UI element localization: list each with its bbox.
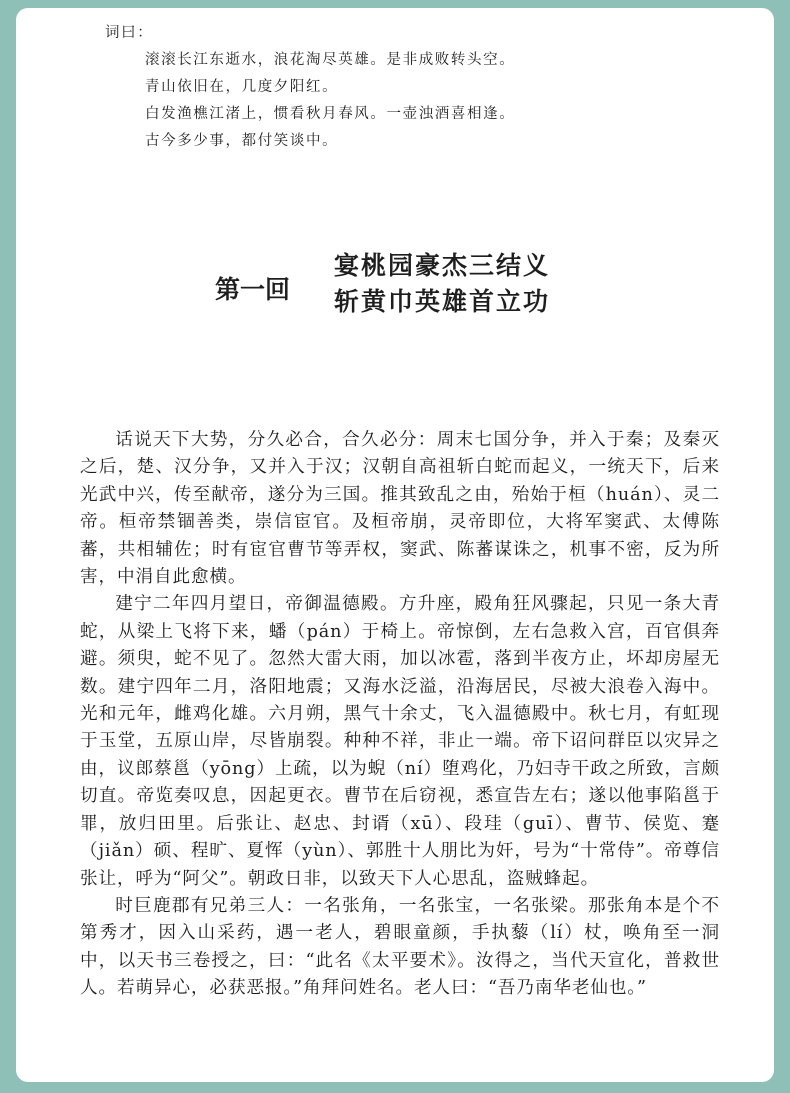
chapter-title-line-2: 斩黄巾英雄首立功 bbox=[334, 287, 551, 316]
poem-line: 滚滚长江东逝水，浪花淘尽英雄。是非成败转头空。 bbox=[145, 52, 516, 68]
body-paragraph: 建宁二年四月望日，帝御温德殿。方升座，殿角狂风骤起，只见一条大青蛇，从梁上飞将下来，蟠（pán）于椅上。帝惊倒，左右急救入宫，百官俱奔避。须臾，蛇不见了。忽然大雷大雨，加以冰雹，落到半夜方止，坏却房屋无数。建宁四年二月，洛阳地震；又海水泛溢，沿海居民，尽被大浪卷入海中。光和元年，雌鸡化雄。六月朔，黑气十余丈，飞入温德殿中。秋七月，有虹现于玉堂，五原山岸，尽皆崩裂。种种不祥，非止一端。帝下诏问群臣以灾异之由，议郎蔡邕（yōng）上疏，以为蜺（ní）堕鸡化，乃妇寺干政之所致，言颇切直。帝览奏叹息，因起更衣。曹节在后窃视，悉宣告左右；遂以他事陷邕于罪，放归田里。后张让、赵忠、封谞（xū）、段珪（guī）、曹节、侯览、蹇（jiǎn）硕、程旷、夏恽（yùn）、郭胜十人朋比为奸，号为“十常侍”。帝尊信张让，呼为“阿父”。朝政日非，以致天下人心思乱，盗贼蜂起。 bbox=[80, 594, 720, 889]
chapter-heading bbox=[16, 248, 774, 328]
poem-line: 白发渔樵江渚上，惯看秋月春风。一壶浊酒喜相逢。 bbox=[145, 106, 516, 122]
poem-intro: 词曰： bbox=[105, 25, 154, 41]
poem-line: 古今多少事，都付笑谈中。 bbox=[145, 133, 339, 149]
poem-line: 青山依旧在，几度夕阳红。 bbox=[145, 79, 339, 95]
chapter-number: 第一回 bbox=[215, 275, 291, 304]
book-page bbox=[16, 8, 774, 1082]
body-paragraph: 时巨鹿郡有兄弟三人：一名张角，一名张宝，一名张梁。那张角本是个不第秀才，因入山采药，遇一老人，碧眼童颜，手执藜（lí）杖，唤角至一洞中，以天书三卷授之，曰：“此名《太平要术》。汝得之，当代天宣化，普救世人。若萌异心，必获恶报。”角拜问姓名。老人曰：“吾乃南华老仙也。” bbox=[80, 895, 720, 999]
chapter-body bbox=[80, 427, 720, 1003]
opening-poem bbox=[105, 20, 515, 155]
chapter-titles bbox=[334, 248, 550, 320]
body-paragraph: 话说天下大势，分久必合，合久必分：周末七国分争，并入于秦；及秦灭之后，楚、汉分争，又并入于汉；汉朝自高祖斩白蛇而起义，一统天下，后来光武中兴，传至献帝，遂分为三国。推其致乱之由，殆始于桓（huán）、灵二帝。桓帝禁锢善类，崇信宦官。及桓帝崩，灵帝即位，大将军窦武、太傅陈蕃，共相辅佐；时有宦官曹节等弄权，窦武、陈蕃谋诛之，机事不密，反为所害，中涓自此愈横。 bbox=[80, 430, 720, 588]
chapter-title-line-1: 宴桃园豪杰三结义 bbox=[334, 251, 551, 280]
